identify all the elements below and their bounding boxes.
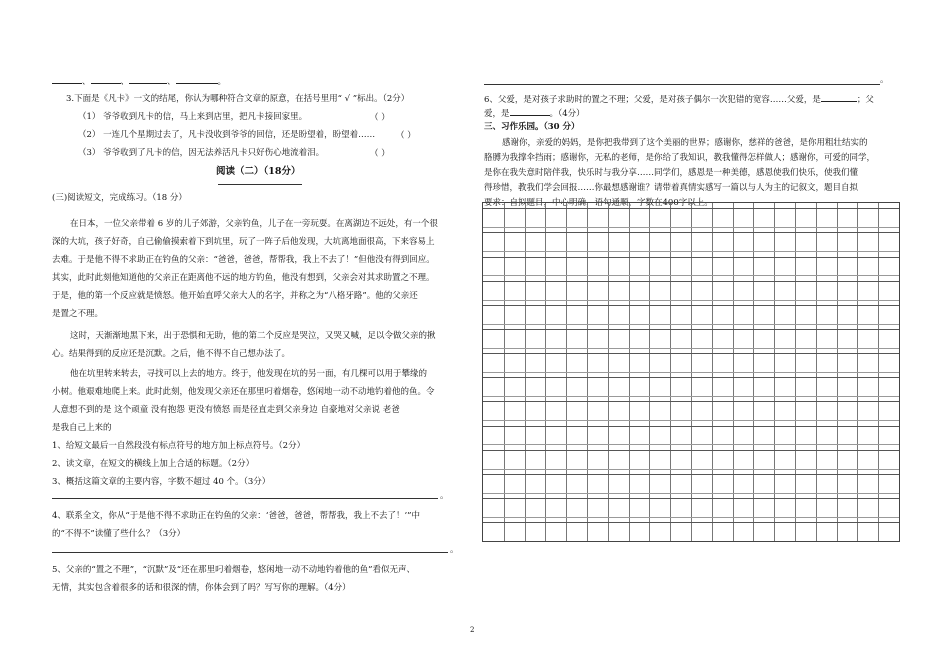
- grid-row-line: [483, 227, 899, 228]
- prompt-line: 是你在我失意时陪伴我，快乐时与我分享……同学们，感恩是一种美德，感恩使我们快乐，使我们懂: [484, 168, 859, 178]
- grid-row-line: [483, 444, 899, 445]
- question-4: 4、联系全文，你从“于是他不得不求助正在钓鱼的父亲：‘爸爸，爸爸，帮帮我，我上不去了！’”中: [52, 511, 421, 521]
- grid-row-line: [483, 257, 899, 258]
- q3-option-3: （3） 爷爷收到了凡卡的信，因无法养活凡卡只好伤心地流着泪。: [78, 148, 325, 158]
- q3-answer-paren-2[interactable]: （ ）: [396, 131, 416, 141]
- passage-line: 去难。于是他不得不求助正在钓鱼的父亲：“爸爸，爸爸，帮帮我，我上不去了！”但他没有得到回应。: [52, 255, 435, 265]
- question-4-cont: 的“不得不”读懂了些什么？（3分）: [52, 529, 186, 539]
- grid-row-line: [483, 208, 899, 209]
- grid-row-line: [483, 348, 899, 349]
- page-number: 2: [470, 626, 475, 634]
- grid-row-line: [483, 401, 899, 402]
- grid-row-line: [483, 377, 899, 378]
- question-6-text: 6、父爱，是对孩子求助时的置之不理；父爱，是对孩子偶尔一次犯错的宽容……父爱，是: [484, 95, 821, 105]
- q3-option-1: （1） 爷爷收到凡卡的信，马上来到店里，把凡卡接回家里。: [78, 112, 308, 122]
- passage-line: 深的大坑，孩子好奇，自己偷偷摸索着下到坑里，玩了一阵子后他发现，大坑离地面很高，下来容易上: [52, 237, 435, 247]
- grid-row-line: [483, 251, 899, 252]
- grid-row-line: [483, 522, 899, 523]
- question-2: 2、读文章，在短文的横线上加上合适的标题。（2分）: [52, 459, 255, 469]
- answer-line[interactable]: [484, 84, 880, 85]
- grid-row-line: [483, 474, 899, 475]
- grid-row-line: [483, 372, 899, 373]
- q3-answer-paren-3[interactable]: （ ）: [370, 149, 390, 159]
- passage-line: 是我自己上来的: [52, 423, 112, 433]
- grid-row-line: [483, 353, 899, 354]
- question-3b: 3、概括这篇文章的主要内容，字数不超过 40 个。（3分）: [52, 477, 271, 487]
- answer-blank[interactable]: [52, 75, 82, 84]
- grid-row-line: [483, 275, 899, 276]
- grid-row-line: [483, 426, 899, 427]
- title-blank-line[interactable]: [218, 184, 302, 185]
- answer-line[interactable]: [52, 552, 448, 553]
- q3-option-2: （2） 一连几个星期过去了，凡卡没收到爷爷的回信，还是盼望着，盼望着……: [78, 130, 376, 140]
- question-6-text-c: 爱，是: [484, 109, 510, 119]
- prompt-line: 胳膊为我撑伞挡雨；感谢你，无私的老师，是你给了我知识，教我懂得怎样做人；感谢你，可爱的同学，: [484, 153, 876, 163]
- grid-row-line: [483, 450, 899, 451]
- grid-row-line: [483, 498, 899, 499]
- section-intro: (三)阅读短文，完成练习。（18 分）: [52, 193, 187, 203]
- question-6-text-d: 。（4分）: [549, 109, 585, 119]
- prompt-line: 得珍惜，教我们学会回报……你最想感谢谁？请带着真情实感写一篇以与人为主的记叙文，题目自拟: [484, 183, 859, 193]
- question-6: [484, 93, 874, 106]
- composition-writing-grid[interactable]: [482, 202, 900, 542]
- passage-line: 其实，此时此刻他知道他的父亲正在距离他不远的地方钓鱼，他没有想到，父亲会对其求助置之不理。: [52, 273, 435, 283]
- question-6-cont: [484, 107, 585, 120]
- question-3: 3.下面是《凡卡》一文的结尾，你认为哪种符合文章的原意，在括号里用“ √ ”标出。（2分）: [66, 94, 410, 104]
- reading-2-title: 阅读（二）（18分）: [216, 166, 301, 177]
- passage-line: 于是，他的第一个反应就是愤怒。他开始直呼父亲大人的名字，并称之为“八格牙路”。他的父亲还: [52, 291, 418, 301]
- grid-row-line: [483, 329, 899, 330]
- grid-row-line: [483, 281, 899, 282]
- passage-line: 这时，天渐渐地黑下来，出于恐惧和无助，他的第二个反应是哭泣，又哭又喊，足以令做父亲的揪: [70, 331, 436, 341]
- section-3-title: 三、习作乐园。（30 分）: [484, 122, 580, 132]
- grid-row-line: [483, 232, 899, 233]
- answer-blank[interactable]: [91, 75, 121, 84]
- grid-row-line: [483, 517, 899, 518]
- passage-line: 他在坑里转来转去，寻找可以上去的地方。终于，他发现在坑的另一面，有几棵可以用于攀缘的: [70, 369, 428, 379]
- passage-line: 在日本，一位父亲带着 6 岁的儿子郊游，父亲钓鱼，儿子在一旁玩耍。在离湖边不远处，有一个很: [70, 219, 438, 229]
- grid-row-line: [483, 300, 899, 301]
- passage-line: 人意想不到的是 这个顽童 没有抱怨 更没有愤怒 而是径直走到父亲身边 自豪地对父亲说 老爸: [52, 405, 400, 415]
- question-1: 1、给短文最后一自然段没有标点符号的地方加上标点符号。（2分）: [52, 441, 306, 451]
- answer-blank[interactable]: [176, 75, 218, 84]
- question-6-text-b: ；父: [856, 95, 874, 105]
- question-5-cont: 无情，其实包含着很多的话和很深的情，你体会到了吗？写写你的理解。（4分）: [52, 583, 351, 593]
- grid-row-line: [483, 324, 899, 325]
- answer-blank[interactable]: [129, 75, 167, 84]
- passage-line: 心。结果得到的反应还是沉默。之后，他不得不自己想办法了。: [52, 349, 291, 359]
- grid-row-line: [483, 469, 899, 470]
- grid-row-line: [483, 493, 899, 494]
- punctuation: 。: [880, 75, 889, 85]
- punctuation: 。: [217, 77, 227, 87]
- punctuation: 。: [440, 491, 449, 501]
- answer-blank[interactable]: [821, 93, 857, 102]
- passage-line: 是置之不理。: [52, 309, 104, 319]
- prompt-line: 要求：自拟题目，中心明确，语句通顺，字数在400字以上。: [484, 198, 713, 208]
- grid-row-line: [483, 420, 899, 421]
- grid-row-line: [483, 305, 899, 306]
- grid-row-line: [483, 396, 899, 397]
- prompt-line: 感谢你，亲爱的妈妈，是你把我带到了这个美丽的世界；感谢你，慈祥的爸爸，是你用粗壮结实的: [502, 138, 868, 148]
- question-5: 5、父亲的“置之不理”，“沉默”及“还在那里叼着烟卷，悠闲地一动不动地钓着他的鱼”看似无声、: [52, 565, 415, 575]
- answer-blank[interactable]: [510, 107, 550, 116]
- q2-answer-blanks: 、 、 、 。: [52, 75, 226, 88]
- passage-line: 小树。他艰难地爬上来。此时此刻，他发现父亲还在那里叼着烟卷，悠闲地一动不动地钓着他的鱼。令: [52, 387, 435, 397]
- punctuation: 。: [450, 545, 459, 555]
- answer-line[interactable]: [52, 498, 438, 499]
- q3-answer-paren-1[interactable]: （ ）: [370, 113, 390, 123]
